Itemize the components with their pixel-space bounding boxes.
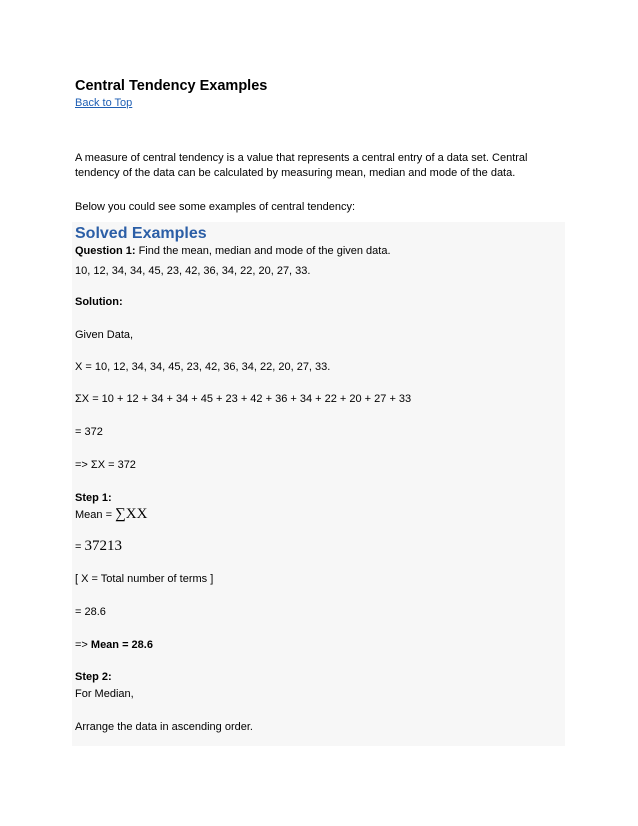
mean-result: Mean = 28.6: [90, 639, 153, 651]
mean-result-prefix: =>: [75, 639, 91, 651]
given-data-text: Given Data,: [75, 329, 134, 341]
x-values-line: X = 10, 12, 34, 34, 45, 23, 42, 36, 34, 22, 20, 27, 33.: [75, 361, 331, 373]
sum-result: => ΣX = 372: [75, 459, 136, 471]
mean-formula-line: [75, 506, 147, 523]
mean-value: = 28.6: [75, 606, 106, 618]
mean-prefix: Mean =: [75, 509, 116, 521]
examples-intro-text: Below you could see some examples of central tendency:: [75, 201, 356, 213]
sum-expression: ΣX = 10 + 12 + 34 + 34 + 45 + 23 + 42 + 36 + 34 + 22 + 20 + 27 + 33: [75, 393, 412, 405]
question-line: [75, 245, 391, 257]
solved-examples-panel: [72, 222, 565, 746]
data-line: 10, 12, 34, 34, 45, 23, 42, 36, 34, 22, 20, 27, 33.: [75, 265, 311, 277]
solved-examples-heading: Solved Examples: [75, 225, 207, 242]
arrange-text: Arrange the data in ascending order.: [75, 721, 253, 733]
intro-paragraph: A measure of central tendency is a value that represents a central entry of a data set. Central tendency of the data can be calculated by measuring mean, median and mode of the data.: [75, 152, 528, 179]
mean-fraction-line: [75, 538, 122, 555]
step-1-label: Step 1:: [75, 492, 112, 504]
mean-fraction: 37213: [84, 538, 122, 554]
step-2-label: Step 2:: [75, 671, 112, 683]
equals-prefix: =: [75, 541, 85, 553]
question-text: Find the mean, median and mode of the given data.: [135, 245, 391, 257]
total-terms-note: [ X = Total number of terms ]: [75, 573, 214, 585]
mean-formula: ∑XX: [115, 506, 148, 522]
mean-result-line: [75, 639, 153, 651]
back-to-top-link[interactable]: Back to Top: [75, 97, 133, 109]
for-median-text: For Median,: [75, 688, 134, 700]
page-title: Central Tendency Examples: [75, 78, 268, 94]
sum-equals: = 372: [75, 426, 103, 438]
solution-label: Solution:: [75, 296, 123, 308]
question-label: Question 1:: [75, 245, 136, 257]
